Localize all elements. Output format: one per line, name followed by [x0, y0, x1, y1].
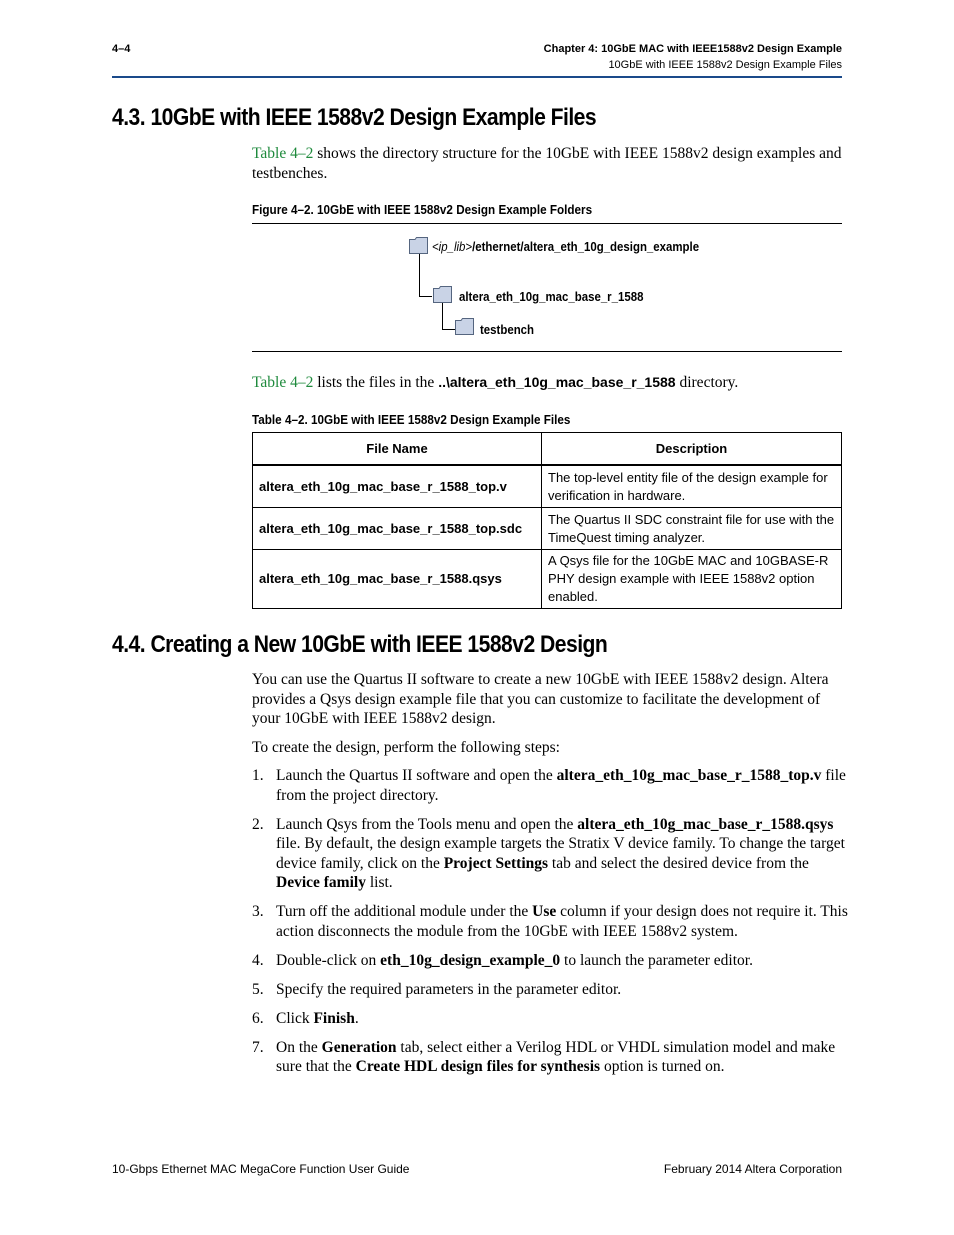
directory-name: ..\altera_eth_10g_mac_base_r_1588: [438, 374, 676, 390]
column-header-description: Description: [542, 433, 842, 466]
section-title-files: 4.3. 10GbE with IEEE 1588v2 Design Example Files: [112, 104, 597, 131]
step-bold: eth_10g_design_example_0: [380, 951, 561, 969]
step-bold: Device family: [276, 874, 366, 891]
tree-line: [419, 296, 432, 297]
table-link[interactable]: Table 4–2: [252, 145, 314, 162]
step-bold: Project Settings: [443, 854, 549, 872]
step-text: list.: [365, 874, 393, 891]
ip-lib-placeholder: <ip_lib>: [432, 239, 473, 254]
file-name-cell: altera_eth_10g_mac_base_r_1588.qsys: [253, 550, 542, 609]
step-text: to launch the parameter editor.: [560, 951, 753, 969]
footer-guide-title: 10-Gbps Ethernet MAC MegaCore Function User Guide: [112, 1162, 410, 1176]
file-name-cell: altera_eth_10g_mac_base_r_1588_top.v: [253, 465, 542, 508]
create-paragraph-1: You can use the Quartus II software to create a new 10GbE with IEEE 1588v2 design. Altera provides a Qsys design example file that you can customize to facilitate the development of your 10GbE with IEEE 1588v2 design.: [252, 671, 829, 727]
step-text: file. By default, the design example targets the Stratix V device family. To change the target device family, click on the: [276, 835, 845, 872]
running-header-section: 10GbE with IEEE 1588v2 Design Example Files: [608, 59, 842, 71]
table-link[interactable]: Table 4–2: [252, 374, 314, 391]
folder-root-label: [432, 239, 699, 254]
table-caption: Table 4–2. 10GbE with IEEE 1588v2 Design Example Files: [252, 412, 571, 427]
files-table: [252, 432, 842, 609]
intro-text: shows the directory structure for the 10GbE with IEEE 1588v2 design examples and testbenches.: [252, 145, 842, 182]
step-number: 6.: [252, 1009, 264, 1027]
description-cell: A Qsys file for the 10GbE MAC and 10GBASE-R PHY design example with IEEE 1588v2 option enabled.: [542, 550, 842, 609]
step-bold: altera_eth_10g_mac_base_r_1588.qsys: [577, 815, 834, 833]
tree-line: [442, 329, 455, 330]
step-bold: Use: [532, 903, 557, 920]
step-text: tab, select either a Verilog HDL or VHDL simulation model and make sure that the: [276, 1038, 836, 1075]
step-text: option is turned on.: [600, 1058, 725, 1075]
folder-icon: [433, 286, 452, 303]
step-text: On the: [276, 1038, 322, 1056]
table-header-row: [253, 433, 842, 466]
table-row: [253, 550, 842, 609]
table-row: [253, 508, 842, 550]
folder-icon: [455, 318, 474, 335]
step-text: column if your design does not require it. This action disconnects the module from the 10GbE with IEEE 1588v2 system.: [276, 903, 848, 940]
step-number: 3.: [252, 903, 264, 920]
folder-grandchild-label: testbench: [480, 322, 535, 337]
step-number: 2.: [252, 815, 264, 833]
list-item: [252, 951, 852, 971]
step-number: 5.: [252, 980, 264, 998]
list-item: [252, 1038, 852, 1077]
step-number: 1.: [252, 767, 264, 784]
root-path: /ethernet/altera_eth_10g_design_example: [472, 239, 700, 254]
folder-child-label: altera_eth_10g_mac_base_r_1588: [459, 289, 644, 304]
step-text: Launch the Quartus II software and open the: [276, 767, 557, 784]
intro-paragraph: [252, 144, 852, 183]
list-text: lists the files in the: [313, 374, 439, 391]
steps-list: [252, 766, 852, 1086]
tree-line: [442, 303, 443, 329]
list-item: [252, 1009, 852, 1029]
step-number: 4.: [252, 951, 264, 969]
header-rule: [112, 76, 842, 78]
step-text: Turn off the additional module under the: [276, 903, 533, 920]
page-number: 4–4: [112, 43, 131, 55]
list-item: [252, 902, 852, 941]
step-number: 7.: [252, 1038, 264, 1056]
list-paragraph: [252, 373, 852, 393]
folder-icon: [409, 237, 428, 254]
table-row: [253, 465, 842, 508]
figure-caption: Figure 4–2. 10GbE with IEEE 1588v2 Design Example Folders: [252, 202, 593, 217]
step-bold: altera_eth_10g_mac_base_r_1588_top.v: [556, 767, 822, 784]
list-item: [252, 815, 852, 893]
tree-line: [419, 254, 420, 296]
section-title-create: 4.4. Creating a New 10GbE with IEEE 1588v2 Design: [112, 631, 608, 658]
step-bold: Create HDL design files for synthesis: [355, 1058, 601, 1075]
step-text: .: [354, 1009, 359, 1027]
file-name-cell: altera_eth_10g_mac_base_r_1588_top.sdc: [253, 508, 542, 550]
list-item: [252, 766, 852, 805]
step-bold: Finish: [313, 1009, 355, 1027]
step-bold: Generation: [321, 1038, 397, 1056]
column-header-file-name: File Name: [253, 433, 542, 466]
figure-bottom-rule: [252, 351, 842, 352]
step-text: Click: [276, 1009, 314, 1027]
list-item: [252, 980, 852, 1000]
footer-date-company: February 2014 Altera Corporation: [663, 1162, 842, 1176]
step-text: file from the project directory.: [276, 767, 846, 804]
figure-top-rule: [252, 223, 842, 224]
description-cell: The top-level entity file of the design example for verification in hardware.: [542, 465, 842, 508]
step-text: Launch Qsys from the Tools menu and open the: [276, 815, 578, 833]
step-text: Double-click on: [276, 951, 381, 969]
step-text: Specify the required parameters in the parameter editor.: [276, 980, 622, 998]
step-text: tab and select the desired device from the: [548, 854, 809, 872]
list-text: directory.: [675, 374, 739, 391]
create-paragraph-2: To create the design, perform the following steps:: [252, 739, 560, 756]
running-header-chapter: Chapter 4: 10GbE MAC with IEEE1588v2 Design Example: [543, 43, 842, 55]
description-cell: The Quartus II SDC constraint file for use with the TimeQuest timing analyzer.: [542, 508, 842, 550]
